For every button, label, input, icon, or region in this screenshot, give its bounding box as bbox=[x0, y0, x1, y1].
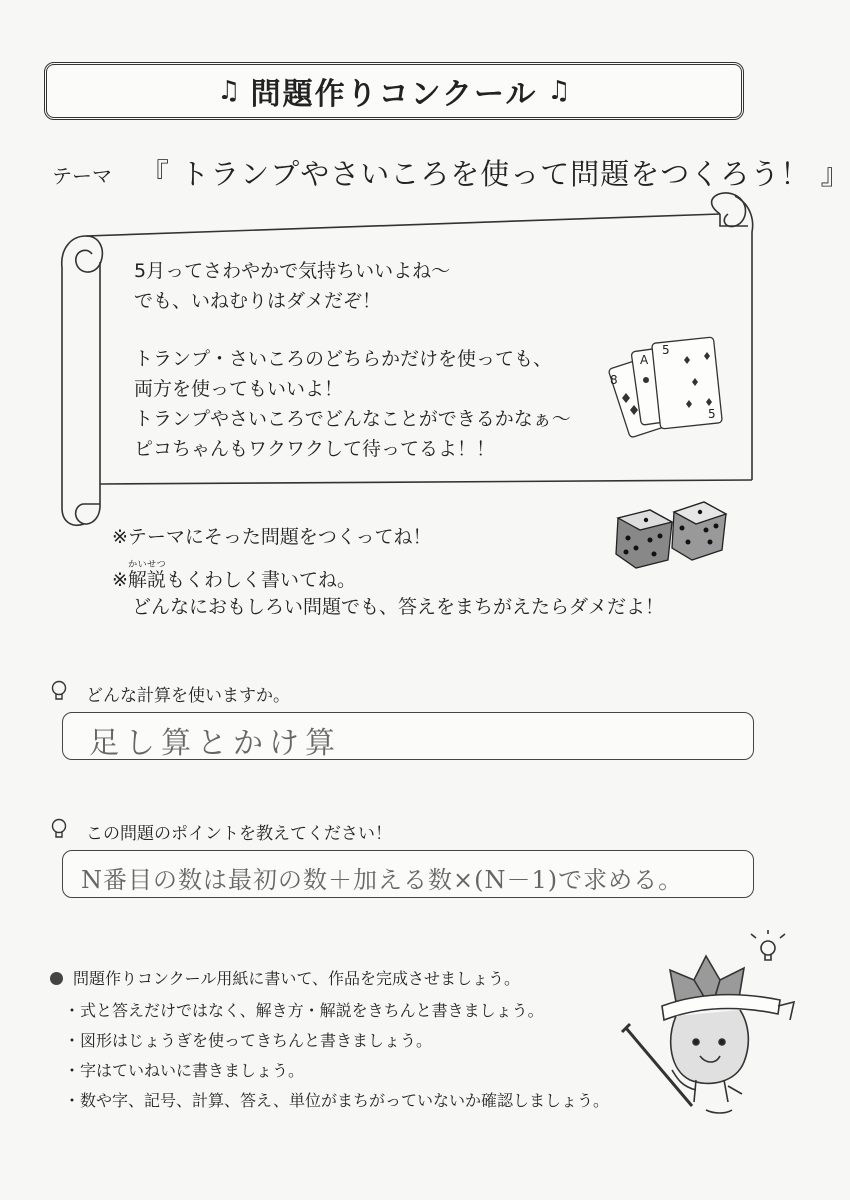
remark-rest: もくわしく書いてね。 bbox=[165, 569, 356, 591]
dice-icon bbox=[608, 496, 734, 574]
question-point-label: この問題のポイントを教えてください！ bbox=[86, 824, 392, 844]
page-title: 問題作りコンクール bbox=[250, 77, 538, 112]
answer-box-point[interactable] bbox=[62, 850, 754, 898]
scroll-line: トランプやさいころでどんなことができるかなぁ～ bbox=[134, 408, 571, 430]
lightbulb-icon bbox=[50, 680, 68, 702]
theme-label: テーマ bbox=[52, 164, 112, 188]
card-rank: 5 bbox=[708, 407, 716, 421]
answer-box-calculation[interactable] bbox=[62, 712, 754, 760]
card-rank: A bbox=[640, 353, 649, 367]
card-rank: 5 bbox=[662, 343, 670, 357]
remark-explanation bbox=[112, 560, 356, 592]
lightbulb-icon bbox=[50, 818, 68, 840]
instruction-item: ・図形はじょうぎを使ってきちんと書きましょう。 bbox=[64, 1031, 433, 1050]
remark-warning: どんなにおもしろい問題でも、答えをまちがえたらダメだよ！ bbox=[132, 596, 665, 618]
remark-mark: ※ bbox=[112, 569, 128, 591]
answer-point: N番目の数は最初の数＋加える数×(N－1)で求める。 bbox=[81, 866, 684, 894]
instruction-item: ・式と答えだけではなく、解き方・解説をきちんと書きましょう。 bbox=[64, 1001, 544, 1020]
theme-text: 『 トランプやさいころを使って問題をつくろう！ 』 bbox=[140, 157, 850, 191]
instruction-main-text: 問題作りコンクール用紙に書いて、作品を完成させましょう。 bbox=[73, 969, 521, 988]
scroll-line: でも、いねむりはダメだぞ！ bbox=[134, 290, 382, 312]
remark-ruby-word: 解説 bbox=[127, 569, 166, 591]
answer-calculation: 足し算とかけ算 bbox=[89, 726, 341, 761]
remark-ruby: かいせつ bbox=[127, 560, 166, 570]
music-note-icon: ♫ bbox=[217, 76, 241, 106]
scroll-line: 5月ってさわやかで気持ちいいよね～ bbox=[134, 260, 451, 282]
instruction-main bbox=[50, 966, 520, 989]
bullet-dot-icon bbox=[50, 972, 63, 985]
instruction-item: ・字はていねいに書きましょう。 bbox=[64, 1061, 305, 1080]
scroll-line: ピコちゃんもワクワクして待ってるよ！！ bbox=[134, 438, 496, 460]
mascot-icon bbox=[610, 930, 800, 1120]
scroll-line: トランプ・さいころのどちらかだけを使っても、 bbox=[134, 348, 553, 370]
scroll-line: 両方を使ってもいいよ！ bbox=[134, 378, 344, 400]
question-calculation-label: どんな計算を使いますか。 bbox=[86, 686, 290, 706]
playing-cards-icon bbox=[600, 320, 750, 445]
card-rank: 8 bbox=[610, 373, 618, 387]
remark-theme: ※テーマにそった問題をつくってね！ bbox=[112, 526, 432, 548]
music-note-icon: ♫ bbox=[547, 76, 571, 106]
instruction-item: ・数や字、記号、計算、答え、単位がまちがっていないか確認しましょう。 bbox=[64, 1091, 609, 1110]
